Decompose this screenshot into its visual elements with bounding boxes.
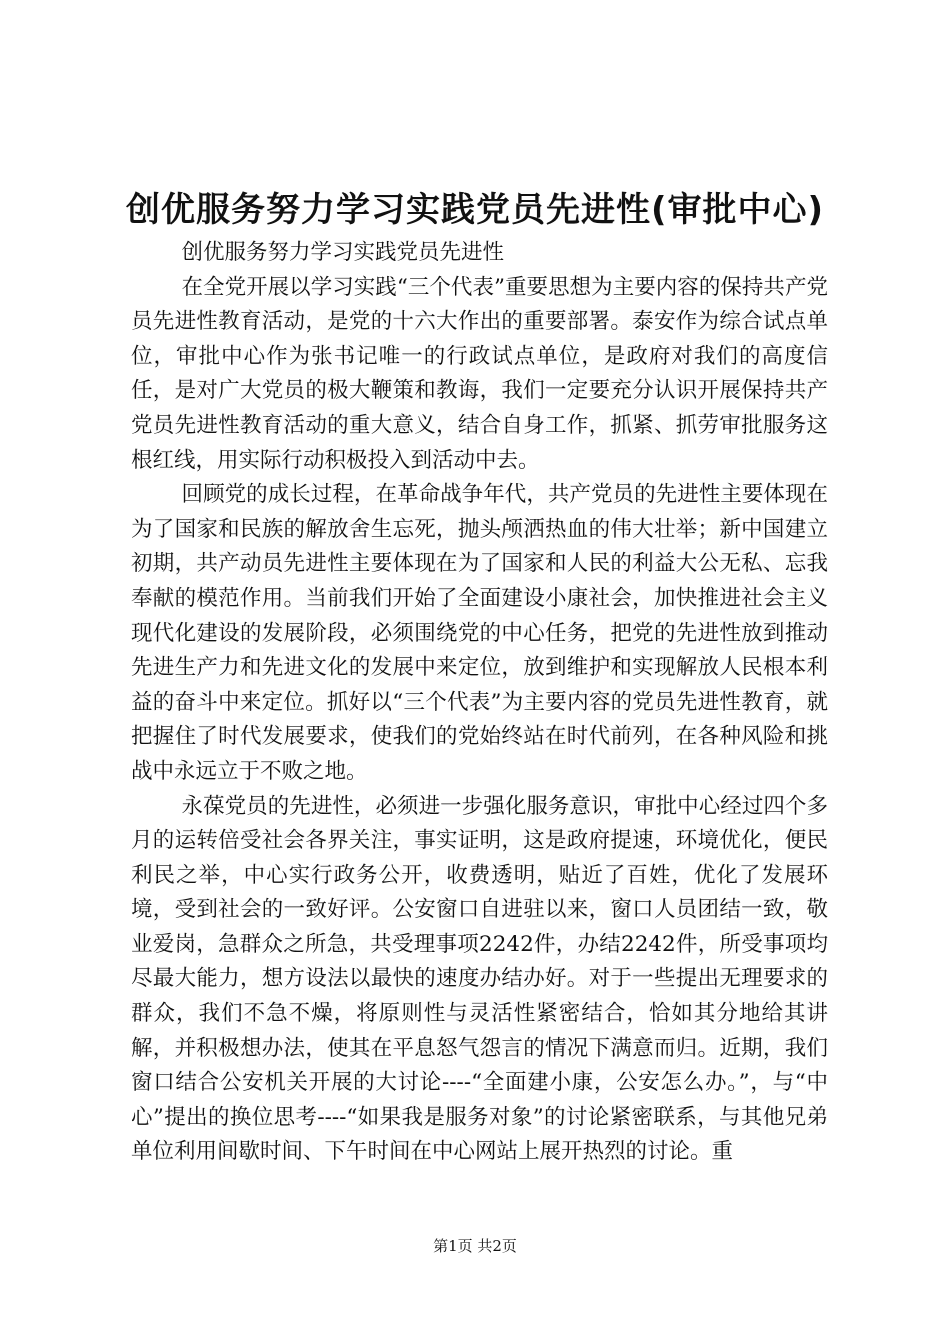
document-body <box>131 236 828 1170</box>
paragraph-1: 在全党开展以学习实践“三个代表”重要思想为主要内容的保持共产党员先进性教育活动，是党的十六大作出的重要部署。泰安作为综合试点单位，审批中心作为张书记唯一的行政试点单位，是政府对我们的高度信任，是对广大党员的极大鞭策和教诲，我们一定要充分认识开展保持共产党员先进性教育活动的重大意义，结合自身工作，抓紧、抓劳审批服务这根红线，用实际行动积极投入到活动中去。 <box>131 274 828 473</box>
document-title: 创优服务努力学习实践党员先进性(审批中心) <box>125 190 825 230</box>
paragraph-3: 永葆党员的先进性，必须进一步强化服务意识，审批中心经过四个多月的运转倍受社会各界关注，事实证明，这是政府提速，环境优化，便民利民之举，中心实行政务公开，收费透明，贴近了百姓，优化了发展环境，受到社会的一致好评。公安窗口自进驻以来，窗口人员团结一致，敬业爱岗，急群众之所急，共受理事项2242件，办结2242件，所受事项均尽最大能力，想方设法以最快的速度办结办好。对于一些提出无理要求的群众，我们不急不燥，将原则性与灵活性紧密结合，恰如其分地给其讲解，并积极想办法，使其在平息怒气怨言的情况下满意而归。近期，我们窗口结合公安机关开展的大讨论----“全面建小康，公安怎么办。”，与“中心”提出的换位思考----“如果我是服务对象”的讨论紧密联系，与其他兄弟单位利用间歇时间、下午时间在中心网站上展开热烈的讨论。重 <box>131 793 828 1165</box>
paragraph-2: 回顾党的成长过程，在革命战争年代，共产党员的先进性主要体现在为了国家和民族的解放舍生忘死，抛头颅洒热血的伟大壮举；新中国建立初期，共产动员先进性主要体现在为了国家和人民的利益大公无私、忘我奉献的模范作用。当前我们开始了全面建设小康社会，加快推进社会主义现代化建设的发展阶段，必须围绕党的中心任务，把党的先进性放到推动先进生产力和先进文化的发展中来定位，放到维护和实现解放人民根本利益的奋斗中来定位。抓好以“三个代表”为主要内容的党员先进性教育，就把握住了时代发展要求，使我们的党始终站在时代前列，在各种风险和挑战中永远立于不败之地。 <box>131 482 828 784</box>
document-subtitle: 创优服务努力学习实践党员先进性 <box>181 240 505 265</box>
page-number-footer: 第1页 共2页 <box>433 1237 517 1255</box>
